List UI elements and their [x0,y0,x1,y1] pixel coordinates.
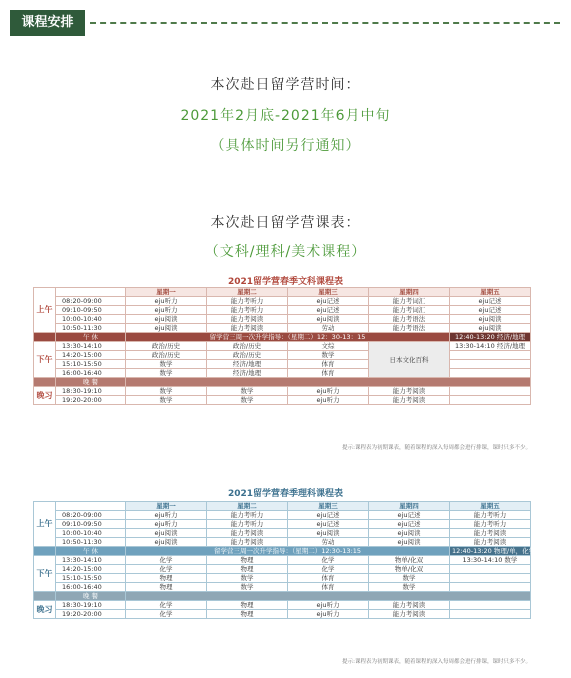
table-row [34,387,531,396]
class-cell: 能力考阅读 [207,529,288,538]
liberal-schedule-table [33,287,531,405]
time-cell: 14:20-15:00 [56,565,126,574]
class-cell: 物单/化双 [369,556,450,565]
time-title: 本次赴日留学营时间： [210,77,361,93]
lunch-label: 午 休 [56,547,126,556]
pm-label: 下午 [34,556,56,592]
dinner-label: 晚 餐 [56,592,126,601]
time-cell: 10:00-10:40 [56,529,126,538]
class-cell: eju阅读 [126,529,207,538]
class-cell: 能力考阅读 [450,538,531,547]
evening-label: 晚习 [34,387,56,405]
class-cell: eju记述 [369,511,450,520]
class-cell: eju记述 [450,306,531,315]
table-row [34,342,531,351]
day-header: 星期三 [288,502,369,511]
class-cell: 物理 [126,574,207,583]
class-cell: eju听力 [126,520,207,529]
time-range: 2021年2月底-2021年6月中旬 [180,108,391,124]
science-table-title: 2021留学营春季理科课程表 [227,489,344,499]
class-cell: 文综 [288,342,369,351]
time-cell: 18:30-19:10 [56,387,126,396]
table-row [34,583,531,592]
class-cell: eju记述 [288,520,369,529]
class-cell [450,360,531,369]
class-cell: eju记述 [288,306,369,315]
class-cell: 能力考听力 [450,511,531,520]
day-header: 星期一 [126,288,207,297]
class-cell: 化学 [288,565,369,574]
class-cell: eju听力 [288,601,369,610]
lunch-friday: 12:40-13:20 经济/地理 [450,333,531,342]
time-cell: 09:10-09:50 [56,520,126,529]
class-cell [450,601,531,610]
table-row [34,601,531,610]
class-cell: 能力考阅读 [450,529,531,538]
class-cell: eju记述 [450,297,531,306]
table-row [34,315,531,324]
table-row [34,511,531,520]
day-header: 星期五 [450,288,531,297]
class-cell [450,396,531,405]
class-cell: 数学 [369,574,450,583]
class-cell: 数学 [126,387,207,396]
class-cell: eju阅读 [288,529,369,538]
class-cell: 数学 [207,387,288,396]
class-cell: 数学 [207,396,288,405]
class-cell: 物理 [126,583,207,592]
class-cell: eju听力 [288,396,369,405]
day-header: 星期二 [207,288,288,297]
schedule-title: 本次赴日留学营课表： [210,215,361,231]
time-cell: 18:30-19:10 [56,601,126,610]
table-row [34,565,531,574]
class-cell: 能力考语法 [369,315,450,324]
class-cell: 政治/历史 [207,351,288,360]
class-cell: eju听力 [126,511,207,520]
lunch-friday: 12:40-13:20 物理/单，化学/双 [450,547,531,556]
class-cell: 数学 [369,583,450,592]
class-cell: 体育 [288,360,369,369]
class-cell: eju阅读 [450,324,531,333]
thursday-pm-cell: 日本文化百科 [369,342,450,378]
class-cell: 化学 [126,601,207,610]
class-cell: 化学 [126,556,207,565]
dinner-row [34,592,531,601]
time-cell: 19:20-20:00 [56,396,126,405]
dinner-row [34,378,531,387]
class-cell: 劳动 [288,324,369,333]
class-cell: 政治/历史 [126,351,207,360]
table-row [34,351,531,360]
class-cell: 能力考阅读 [207,324,288,333]
class-cell: 物理 [207,556,288,565]
table-row [34,396,531,405]
table-row [34,520,531,529]
time-cell: 09:10-09:50 [56,306,126,315]
class-cell [450,610,531,619]
class-cell: 13:30-14:10 数学 [450,556,531,565]
science-schedule-table [33,501,544,619]
class-cell [450,387,531,396]
time-cell: 14:20-15:00 [56,351,126,360]
class-cell: eju阅读 [369,538,450,547]
table-row [34,529,531,538]
class-cell: eju记述 [288,297,369,306]
class-cell: 体育 [288,583,369,592]
liberal-note: 提示:课程表为初期课表，随着课程的深入每周都会进行排课，课时只多不少。 [342,445,531,451]
class-cell: 能力考阅读 [369,601,450,610]
day-header: 星期一 [126,502,207,511]
table-row [34,369,531,378]
class-cell: 化学 [126,610,207,619]
class-cell: eju听力 [126,297,207,306]
class-cell: 体育 [288,574,369,583]
day-header: 星期二 [207,502,288,511]
time-cell: 10:00-10:40 [56,315,126,324]
class-cell: 能力考听力 [207,520,288,529]
lunch-note: 留学营三周一次升学指导：（星期二）12：30-13：15 [126,333,450,342]
table-row [34,360,531,369]
class-cell [450,565,531,574]
table-row [34,574,531,583]
class-cell: 能力考阅读 [369,387,450,396]
time-cell: 10:50-11:30 [56,324,126,333]
class-cell: eju阅读 [126,315,207,324]
table-row [34,610,531,619]
time-note: （具体时间另行通知） [210,138,361,154]
science-note: 提示:课程表为初期课表，随着课程的深入每周都会进行排课，课时只多不少。 [342,659,531,665]
class-cell: 能力考听力 [207,306,288,315]
day-header: 星期五 [450,502,531,511]
class-cell: 数学 [126,396,207,405]
class-cell: 物理 [207,565,288,574]
class-cell [450,583,531,592]
time-cell: 13:30-14:10 [56,556,126,565]
class-cell: 数学 [207,583,288,592]
table-row [34,538,531,547]
class-cell: 经济/地理 [207,360,288,369]
liberal-table-title: 2021留学营春季文科课程表 [227,277,344,287]
class-cell: 经济/地理 [207,369,288,378]
class-cell: 物理 [207,610,288,619]
class-cell: 数学 [126,360,207,369]
section-header: 课程安排 [10,10,85,36]
table-row [34,556,531,565]
class-cell: eju阅读 [450,315,531,324]
class-cell: eju阅读 [126,324,207,333]
dinner-label: 晚 餐 [56,378,126,387]
class-cell: 能力考阅读 [207,538,288,547]
class-cell: 能力考阅读 [369,610,450,619]
day-header: 星期三 [288,288,369,297]
class-cell: 能力考听力 [207,511,288,520]
class-cell: 能力考听力 [207,297,288,306]
class-cell: eju听力 [126,306,207,315]
class-cell: 能力考阅读 [207,315,288,324]
class-cell: 物单/化双 [369,565,450,574]
class-cell: 13:30-14:10 经济/地理 [450,342,531,351]
class-cell: 能力考词汇 [369,297,450,306]
lunch-label: 午 休 [56,333,126,342]
table-row [34,297,531,306]
class-cell: eju阅读 [288,315,369,324]
class-cell: 能力考语法 [369,324,450,333]
lunch-note: 留学营三周一次升学指导：（星期二）12:30-13:15 [126,547,450,556]
time-cell: 15:10-15:50 [56,360,126,369]
time-cell: 10:50-11:30 [56,538,126,547]
day-header: 星期四 [369,502,450,511]
class-cell: 体育 [288,369,369,378]
evening-label: 晚习 [34,601,56,619]
class-cell: eju阅读 [369,529,450,538]
class-cell: 化学 [288,556,369,565]
time-cell: 08:20-09:00 [56,297,126,306]
class-cell: eju记述 [369,520,450,529]
am-label: 上午 [34,288,56,333]
class-cell: 政治/历史 [207,342,288,351]
class-cell: 政治/历史 [126,342,207,351]
pm-label: 下午 [34,342,56,378]
class-cell: 数学 [126,369,207,378]
class-cell: 能力考词汇 [369,306,450,315]
lunch-row [34,547,531,556]
header-divider [90,22,560,24]
time-cell: 08:20-09:00 [56,511,126,520]
table-row [34,324,531,333]
table-row [34,306,531,315]
time-cell: 19:20-20:00 [56,610,126,619]
day-header: 星期四 [369,288,450,297]
class-cell [450,574,531,583]
class-cell: 数学 [207,574,288,583]
class-cell: eju听力 [288,610,369,619]
class-cell [450,369,531,378]
class-cell: eju听力 [288,387,369,396]
time-cell: 15:10-15:50 [56,574,126,583]
class-cell: 劳动 [288,538,369,547]
class-cell: 化学 [126,565,207,574]
class-cell: 物理 [207,601,288,610]
class-cell: eju阅读 [126,538,207,547]
class-cell: 能力考听力 [450,520,531,529]
class-cell [450,351,531,360]
lunch-row [34,333,531,342]
class-cell: 数学 [288,351,369,360]
class-cell: eju记述 [288,511,369,520]
time-cell: 16:00-16:40 [56,583,126,592]
time-cell: 16:00-16:40 [56,369,126,378]
time-cell: 13:30-14:10 [56,342,126,351]
schedule-types: （文科/理科/美术课程） [204,244,367,260]
class-cell: 能力考阅读 [369,396,450,405]
am-label: 上午 [34,502,56,547]
